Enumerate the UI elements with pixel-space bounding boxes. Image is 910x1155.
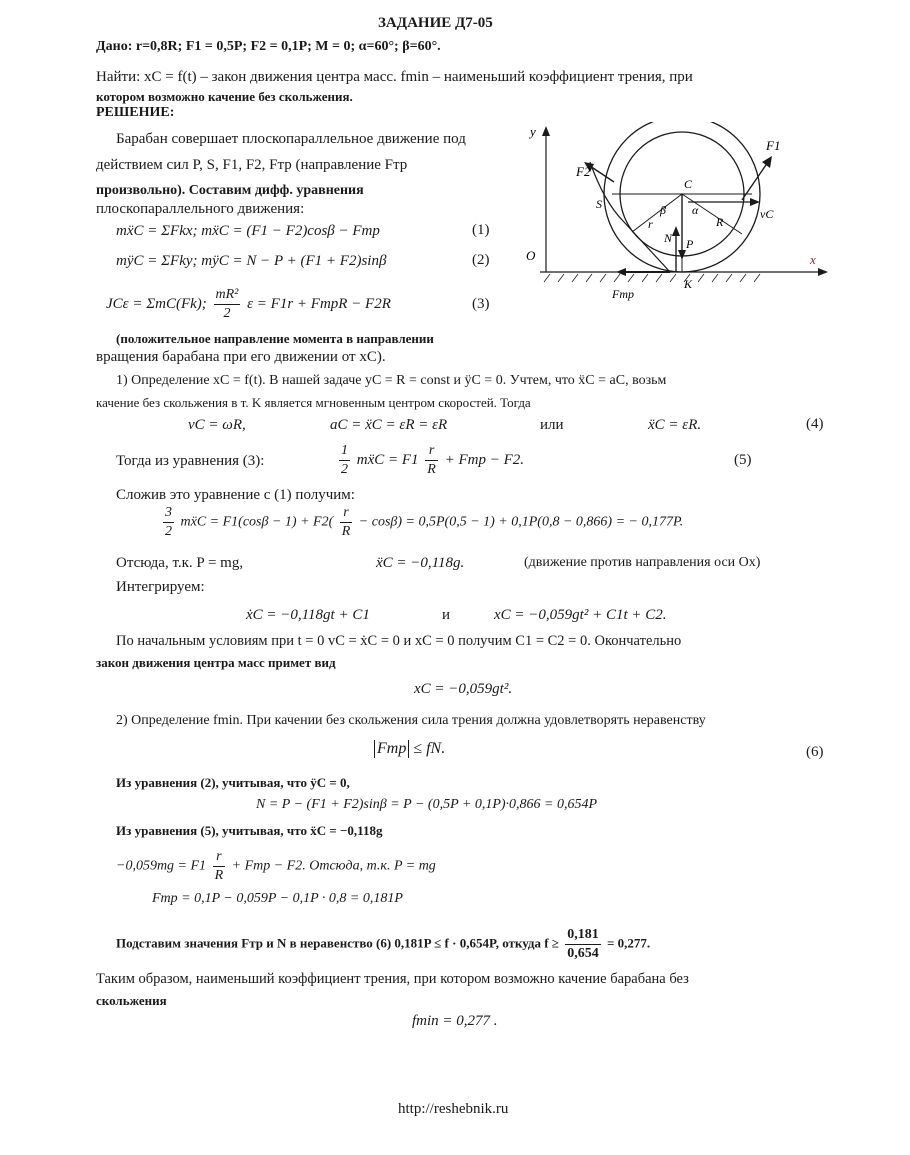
note-line-1: (положительное направление момента в направлении xyxy=(116,331,434,346)
equation-6-fraction xyxy=(163,504,174,541)
label-ftr: Fтр xyxy=(612,287,634,301)
drum-diagram xyxy=(520,122,832,308)
equation-6 xyxy=(160,504,683,541)
equation-5 xyxy=(336,442,524,479)
friction-equation-1-part-a: −0,059mg = F1 xyxy=(116,858,207,874)
inequality-abs: Fтр xyxy=(374,740,409,758)
equation-4a: vC = ωR, xyxy=(188,417,246,433)
substitution-line xyxy=(116,926,650,963)
equation-4-number: (4) xyxy=(806,416,824,432)
note-line-2: вращения барабана при его движении от xC). xyxy=(96,349,386,365)
normal-force-equation: N = P − (F1 + F2)sinβ = P − (0,5P + 0,1P)·0,866 = 0,654P xyxy=(256,797,598,812)
equation-3-fraction-numerator: mR² xyxy=(214,286,241,305)
initial-conditions-line-1: По начальным условиям при t = 0 vC = ẋC = 0 и xC = 0 получим C1 = C2 = 0. Окончательно xyxy=(116,633,682,649)
inequality xyxy=(374,740,445,758)
equation-3-fraction xyxy=(214,286,241,323)
equation-6-part-a: mẍC = F1(cosβ − 1) + F2( xyxy=(180,514,334,530)
equation-1: mẍC = ΣFkx; mẍC = (F1 − F2)cosβ − Fтр xyxy=(116,223,380,239)
friction-equation-1-fraction-numerator: r xyxy=(213,848,226,867)
direction-note: (движение против направления оси Ox) xyxy=(524,555,761,570)
acceleration-result: ẍC = −0,118g. xyxy=(376,555,465,571)
hence-line: Отсюда, т.к. P = mg, xyxy=(116,555,244,571)
rope-s xyxy=(590,162,670,272)
friction-equation-1 xyxy=(116,848,436,885)
equation-3-fraction-denominator: 2 xyxy=(223,306,231,321)
label-s: S xyxy=(596,197,602,211)
equation-6-fraction-2-numerator: r xyxy=(340,504,353,523)
label-x: x xyxy=(810,252,816,267)
intro-line-4: плоскопараллельного движения: xyxy=(96,201,305,217)
conclusion-line-2: скольжения xyxy=(96,993,167,1008)
friction-equation-1-part-b: + Fтр − F2. Отсюда, т.к. P = mg xyxy=(231,858,436,874)
label-r: r xyxy=(648,217,653,231)
step-1-line: 1) Определение xC = f(t). В нашей задаче yC = R = const и ÿC = 0. Учтем, что ẍC = aC, возьм xyxy=(116,373,667,388)
equation-4-or: или xyxy=(540,417,564,433)
label-vc: vC xyxy=(760,207,774,221)
radius-r xyxy=(632,194,682,232)
intro-line-1: Барабан совершает плоскопараллельное движение под xyxy=(116,131,466,147)
document-title: ЗАДАНИЕ Д7-05 xyxy=(378,15,493,31)
equation-4c: ẍC = εR. xyxy=(648,417,702,433)
inequality-right: ≤ fN. xyxy=(413,740,446,757)
from-5-line: Из уравнения (5), учитывая, что ẍC = −0,118g xyxy=(116,823,383,838)
equation-5-part-b: + Fтр − F2. xyxy=(444,451,524,468)
equation-5-fraction-2-denominator: R xyxy=(427,462,436,477)
given-line: Дано: r=0,8R; F1 = 0,5P; F2 = 0,1P; M = 0; α=60°; β=60°. xyxy=(96,39,441,54)
equation-6-fraction-2 xyxy=(340,504,353,541)
from-3-line: Тогда из уравнения (3): xyxy=(116,453,265,469)
label-f1: F1 xyxy=(766,138,781,153)
equation-6-part-b: − cosβ) = 0,5P(0,5 − 1) + 0,1P(0,8 − 0,866) = − 0,177P. xyxy=(358,514,684,530)
label-beta: β xyxy=(660,203,666,217)
friction-equation-1-fraction xyxy=(213,848,226,885)
integral-2: xC = −0,059gt² + C1t + C2. xyxy=(494,607,667,623)
label-k: K xyxy=(684,277,693,291)
integrate-label: Интегрируем: xyxy=(116,579,205,595)
equation-6-fraction-2-denominator: R xyxy=(341,524,351,539)
label-f2: F2 xyxy=(576,164,591,179)
substitution-fraction xyxy=(565,926,601,963)
initial-conditions-line-2: закон движения центра масс примет вид xyxy=(96,655,336,670)
integral-and: и xyxy=(442,607,451,623)
label-y: y xyxy=(530,124,536,139)
friction-equation-2: Fтр = 0,1P − 0,059P − 0,1P · 0,8 = 0,181P xyxy=(152,891,403,906)
equation-3-number: (3) xyxy=(472,296,490,312)
inequality-number: (6) xyxy=(806,744,824,760)
label-R: R xyxy=(716,215,724,229)
step-2-line: 2) Определение fmin. При качении без скольжения сила трения должна удовлетворять неравенству xyxy=(116,713,706,728)
equation-3-right: ε = F1r + FтрR − F2R xyxy=(247,295,391,312)
equation-5-fraction-denominator: 2 xyxy=(341,462,348,477)
x-axis-arrow xyxy=(818,268,828,276)
equation-5-fraction-2 xyxy=(425,442,438,479)
from-2-line: Из уравнения (2), учитывая, что ÿC = 0, xyxy=(116,775,350,790)
solution-label: РЕШЕНИЕ: xyxy=(96,105,175,120)
equation-1-number: (1) xyxy=(472,222,490,238)
friction-equation-1-fraction-denominator: R xyxy=(214,868,224,883)
equation-5-fraction xyxy=(339,442,350,479)
substitution-text: Подставим значения Fтр и N в неравенство (6) 0,181P ≤ f · 0,654P, откуда f ≥ xyxy=(116,935,559,951)
find-line: Найти: xC = f(t) – закон движения центра масс. fmin – наименьший коэффициент трения, при xyxy=(96,69,693,85)
equation-2-number: (2) xyxy=(472,252,490,268)
integral-1: ẋC = −0,118gt + C1 xyxy=(246,607,370,623)
substitution-fraction-denominator: 0,654 xyxy=(567,946,599,961)
find-line-2: котором возможно качение без скольжения. xyxy=(96,89,353,104)
label-p: P xyxy=(686,237,694,251)
y-axis-arrow xyxy=(542,126,550,136)
ground-hatch xyxy=(544,274,760,282)
equation-5-fraction-2-numerator: r xyxy=(425,442,438,461)
equation-5-fraction-numerator: 1 xyxy=(339,442,350,461)
motion-law: xC = −0,059gt². xyxy=(414,681,513,697)
add-line: Сложив это уравнение с (1) получим: xyxy=(116,487,355,503)
normal-n-head xyxy=(672,226,680,236)
footer-url[interactable]: http://reshebnik.ru xyxy=(398,1101,509,1117)
force-f1-head xyxy=(762,156,772,168)
conclusion-line-1: Таким образом, наименьший коэффициент трения, при котором возможно качение барабана без xyxy=(96,971,689,987)
radius-R xyxy=(682,194,742,234)
substitution-result: = 0,277. xyxy=(606,935,651,951)
weight-p-head xyxy=(678,250,686,260)
equation-5-number: (5) xyxy=(734,452,752,468)
intro-line-2: действием сил P, S, F1, F2, Fтр (направление Fтр xyxy=(96,157,408,173)
label-n: N xyxy=(664,231,673,245)
label-alpha: α xyxy=(692,203,699,217)
step-1-line-2: качение без скольжения в т. K является мгновенным центром скоростей. Тогда xyxy=(96,395,531,410)
final-answer: fmin = 0,277 . xyxy=(412,1013,498,1029)
equation-3 xyxy=(106,286,391,323)
force-f2-arrow xyxy=(590,166,614,182)
equation-5-part-a: mẍC = F1 xyxy=(356,451,419,468)
substitution-fraction-numerator: 0,181 xyxy=(565,926,601,945)
label-o: O xyxy=(526,248,536,263)
intro-line-3: произвольно). Составим дифф. уравнения xyxy=(96,183,364,198)
equation-4b: aC = ẍC = ε̇R = εR xyxy=(330,417,448,433)
label-c: C xyxy=(684,177,693,191)
equation-2: mÿC = ΣFky; mÿC = N − P + (F1 + F2)sinβ xyxy=(116,253,387,269)
equation-6-fraction-denominator: 2 xyxy=(165,524,172,539)
friction-head xyxy=(616,268,626,276)
equation-6-fraction-numerator: 3 xyxy=(163,504,174,523)
equation-3-left: JCε = ΣmC(Fk); xyxy=(106,295,207,312)
velocity-vc-head xyxy=(750,198,760,206)
